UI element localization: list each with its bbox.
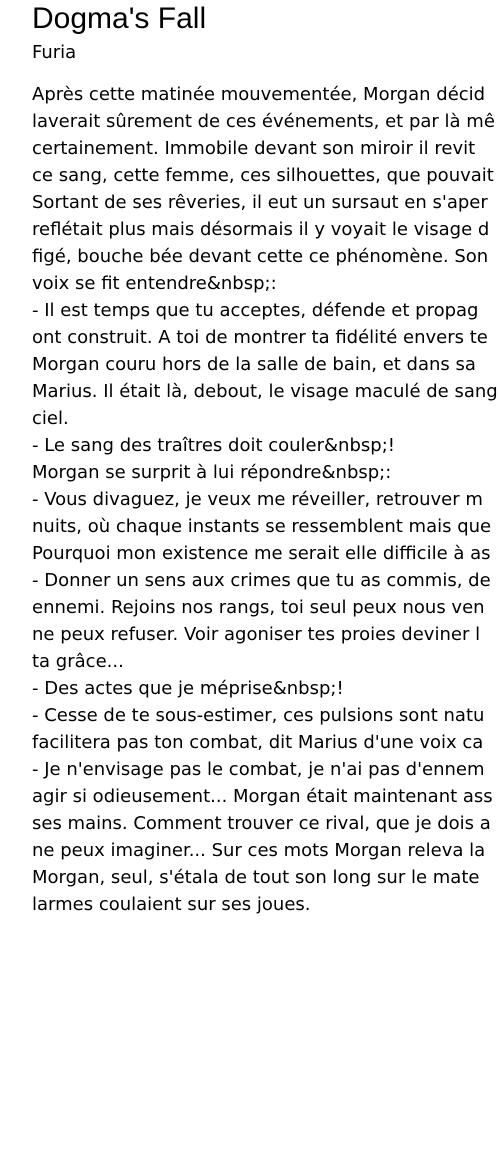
story-line: voix se fit entendre&nbsp;: (32, 273, 277, 294)
story-line: Pourquoi mon existence me serait elle difficile à as (32, 543, 491, 564)
story-line: certainement. Immobile devant son miroir il revit (32, 138, 476, 159)
story-line: ce sang, cette femme, ces silhouettes, que pouvait (32, 165, 494, 186)
story-line: Sortant de ses rêveries, il eut un sursaut en s'aper (32, 192, 488, 213)
story-body (32, 81, 500, 918)
story-line: ses mains. Comment trouver ce rival, que je dois a (32, 813, 491, 834)
story-line: larmes coulaient sur ses joues. (32, 894, 311, 915)
story-line: reflétait plus mais désormais il y voyait le visage d (32, 219, 490, 240)
story-line: ennemi. Rejoins nos rangs, toi seul peux nous ven (32, 597, 485, 618)
story-line: laverait sûrement de ces événements, et par là mê (32, 111, 495, 132)
story-line: Morgan, seul, s'étala de tout son long sur le mate (32, 867, 480, 888)
story-line: - Je n'envisage pas le combat, je n'ai pas d'ennem (32, 759, 485, 780)
story-line: Morgan se surprit à lui répondre&nbsp;: (32, 462, 392, 483)
story-line: - Cesse de te sous-estimer, ces pulsions sont natu (32, 705, 485, 726)
story-line: ont construit. A toi de montrer ta fidélité envers te (32, 327, 488, 348)
story-title: Dogma's Fall (32, 2, 207, 35)
story-line: Marius. Il était là, debout, le visage maculé de sang (32, 381, 498, 402)
story-line: Morgan couru hors de la salle de bain, et dans sa (32, 354, 476, 375)
story-line: nuits, où chaque instants se ressemblent mais que (32, 516, 492, 537)
story-line: ne peux imaginer... Sur ces mots Morgan releva la (32, 840, 486, 861)
story-line: - Donner un sens aux crimes que tu as commis, de (32, 570, 491, 591)
story-line: ciel. (32, 408, 69, 429)
story-line: - Il est temps que tu acceptes, défende et propag (32, 300, 479, 321)
story-line: facilitera pas ton combat, dit Marius d'une voix ca (32, 732, 484, 753)
story-line: agir si odieusement... Morgan était maintenant ass (32, 786, 493, 807)
story-page (32, 0, 500, 1150)
story-line: figé, bouche bée devant cette ce phénomène. Son (32, 246, 489, 267)
story-line: - Des actes que je méprise&nbsp;! (32, 678, 344, 699)
story-line: ta grâce... (32, 651, 124, 672)
story-line: - Le sang des traîtres doit couler&nbsp;! (32, 435, 395, 456)
story-author: Furia (32, 42, 77, 63)
story-line: - Vous divaguez, je veux me réveiller, retrouver m (32, 489, 483, 510)
story-line: ne peux refuser. Voir agoniser tes proies deviner l (32, 624, 481, 645)
story-line: Après cette matinée mouvementée, Morgan décid (32, 84, 486, 105)
